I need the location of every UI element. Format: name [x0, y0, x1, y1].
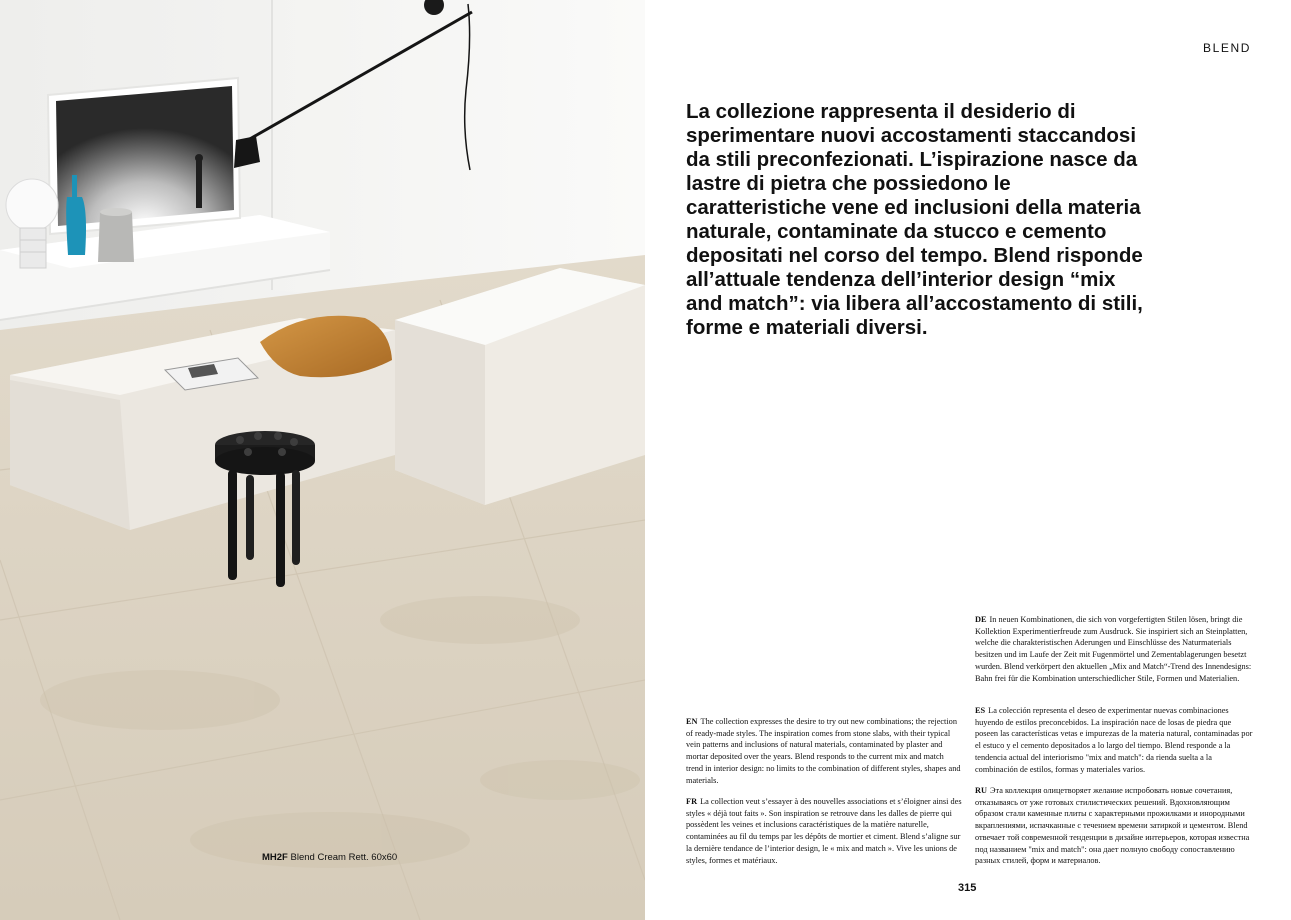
lang-code-fr: FR: [686, 797, 698, 806]
translation-de: [975, 614, 1255, 684]
translation-text-de: In neuen Kombinationen, die sich von vorgefertigten Stilen lösen, bringt die Kollektion Experimentierfreude zum Ausdruck. Sie inspiriert sich an Steinplatten, welche die charakteristischen Aderungen und Einschlüsse des Naturmaterials besitzen und im Laufe der Zeit mit Fugenmörtel und Zementablagerungen besetzt wurden. Blend verkörpert den aktuellen „Mix and Match“-Trend des Innendesigns: Bahn frei für die Kombination unterschiedlicher Stile, Formen und Materialien.: [975, 615, 1252, 683]
lang-code-ru: RU: [975, 786, 987, 795]
translation-es: [975, 705, 1255, 775]
page-number: 315: [958, 882, 977, 894]
grey-vase: [98, 208, 134, 262]
translation-en: [686, 716, 962, 786]
caption-code: MH2F: [262, 852, 288, 863]
photo-caption: [262, 852, 397, 863]
translation-text-en: The collection expresses the desire to try out new combinations; the rejection of ready-made styles. The inspiration comes from stone slabs, with their typical vein patterns and inclusions of natural materials, contaminated by plaster and mortar deposited over the years. Blend responds to the current mix and match trend in interior design: no limits to the combination of different styles, shapes and materials.: [686, 717, 961, 785]
translation-ru: [975, 785, 1255, 867]
translation-text-ru: Эта коллекция олицетворяет желание испробовать новые сочетания, отказываясь от уже готовых стилистических решений. Вдохновляющим образом стали каменные плиты с характерными прожилками и инородными вкраплениями, испачканные с течением времени затиркой и цементом. Blend отвечает той современной тенденции в дизайне интерьеров, которая известна под названием "mix and match": она дает полную свободу сопоставлению разных стилей, форм и материалов.: [975, 786, 1250, 866]
headline: La collezione rappresenta il desiderio di sperimentare nuovi accostamenti staccandosi da stili preconfezionati. L’ispirazione nasce da lastre di pietra che possiedono le caratteristiche vene ed inclusioni della materia naturale, contaminate da stucco e cemento depositati nel corso del tempo. Blend risponde all’attuale tendenza dell’interior design “mix and match”: via libera all’accostamento di stili, forme e materiali diversi.: [686, 100, 1143, 339]
translation-fr: [686, 796, 962, 866]
translation-text-fr: La collection veut s’essayer à des nouvelles associations et s’éloigner ainsi des styles « déjà tout faits ». Son inspiration se retrouve dans les dalles de pierre qui possèdent les veines et inclusions caractéristiques de la matière naturelle, contaminées au fil du temps par les dépôts de mortier et ciment. Blend s’aligne sur la dernière tendance de l’interior design, le « mix and match ». Vive les unions de styles, formes et matériaux.: [686, 797, 962, 865]
section-label: BLEND: [1202, 41, 1251, 55]
lang-code-de: DE: [975, 615, 987, 624]
translation-text-es: La colección representa el deseo de experimentar nuevas combinaciones huyendo de estilos preconcebidos. La inspiración nace de losas de piedra que poseen las características vetas e impurezas de la materia natural, contaminadas por el estuco y el cemento depositados a lo largo del tiempo. Blend responde a la tendencia actual del interiorismo "mix and match": da rienda suelta a la combinación de estilos, formas y materiales varios.: [975, 706, 1253, 774]
lang-code-es: ES: [975, 706, 986, 715]
lang-code-en: EN: [686, 717, 698, 726]
caption-text: Blend Cream Rett. 60x60: [290, 852, 398, 863]
room-photo: [0, 0, 645, 920]
